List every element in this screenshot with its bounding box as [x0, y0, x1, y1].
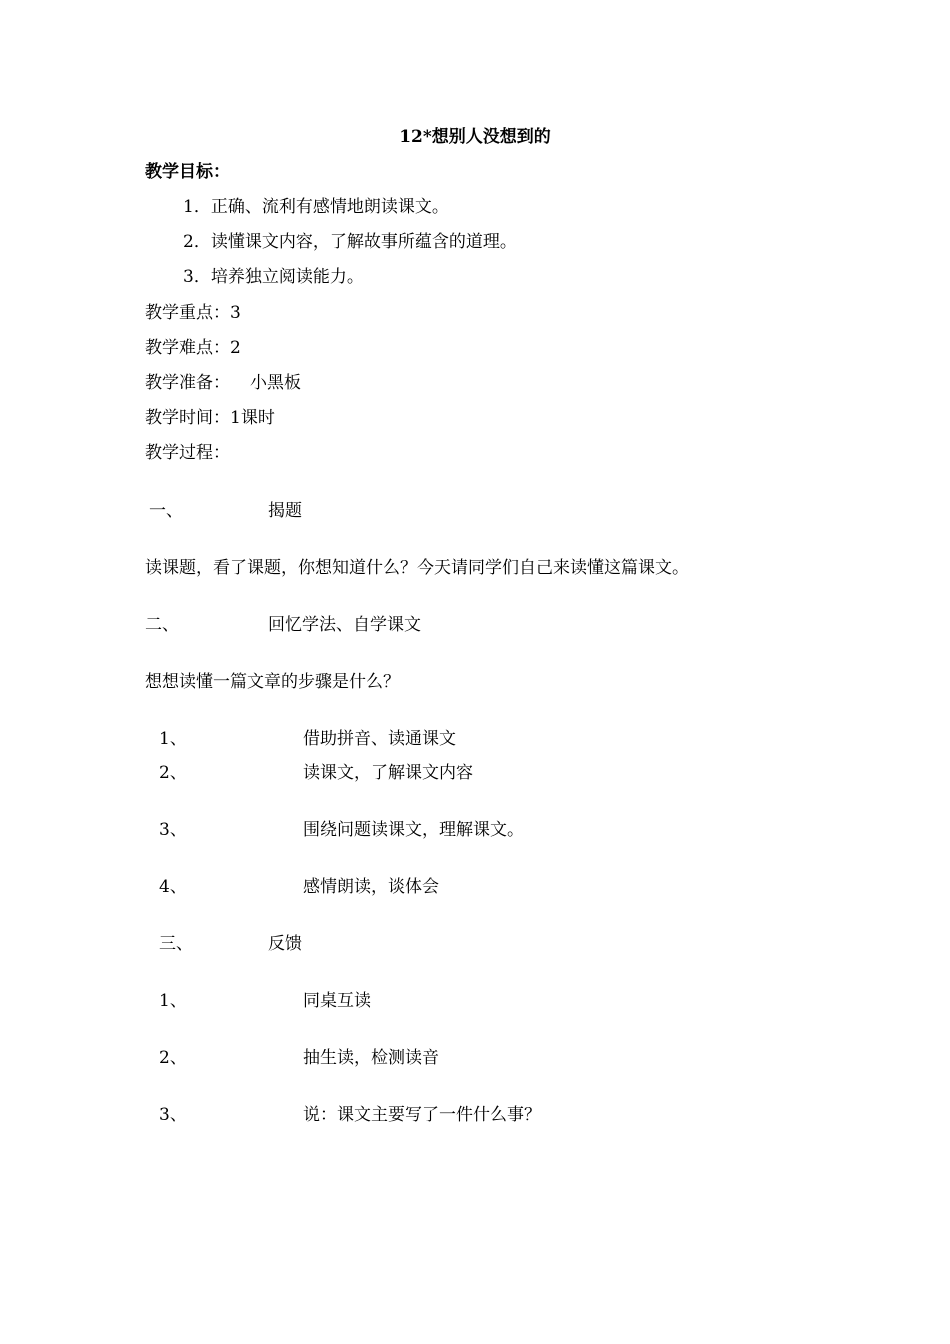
teaching-time: 教学时间：1课时	[145, 408, 275, 428]
section-number: 一、	[149, 501, 183, 521]
step-text: 说：课文主要写了一件什么事？	[303, 1105, 541, 1125]
objective-item: 1．正确、流利有感情地朗读课文。	[183, 197, 449, 217]
objective-item: 2．读懂课文内容，了解故事所蕴含的道理。	[183, 232, 517, 252]
difficulty: 教学难点：2	[145, 338, 241, 358]
section-number: 二、	[145, 615, 179, 635]
document-title: 12*想别人没想到的	[399, 127, 551, 147]
step-number: 3、	[159, 820, 187, 840]
preparation-label: 教学准备：	[145, 373, 230, 393]
step-text: 感情朗读，谈体会	[303, 877, 439, 897]
section-number: 三、	[159, 934, 193, 954]
preparation-value: 小黑板	[250, 373, 301, 393]
section-text: 读课题，看了课题，你想知道什么？今天请同学们自己来读懂这篇课文。	[145, 558, 689, 578]
step-text: 借助拼音、读通课文	[303, 729, 456, 749]
step-text: 围绕问题读课文，理解课文。	[303, 820, 524, 840]
step-number: 4、	[159, 877, 187, 897]
step-number: 3、	[159, 1105, 187, 1125]
step-number: 1、	[159, 729, 187, 749]
section-heading: 揭题	[268, 501, 302, 521]
key-point: 教学重点：3	[145, 303, 241, 323]
objective-item: 3．培养独立阅读能力。	[183, 267, 364, 287]
step-text: 抽生读，检测读音	[303, 1048, 439, 1068]
section-text: 想想读懂一篇文章的步骤是什么？	[145, 672, 400, 692]
step-text: 同桌互读	[303, 991, 371, 1011]
process-heading: 教学过程：	[145, 443, 230, 463]
section-heading: 回忆学法、自学课文	[268, 615, 421, 635]
step-number: 2、	[159, 763, 187, 783]
step-number: 2、	[159, 1048, 187, 1068]
step-number: 1、	[159, 991, 187, 1011]
section-heading: 反馈	[268, 934, 302, 954]
objectives-heading: 教学目标：	[145, 162, 230, 182]
step-text: 读课文，了解课文内容	[303, 763, 473, 783]
